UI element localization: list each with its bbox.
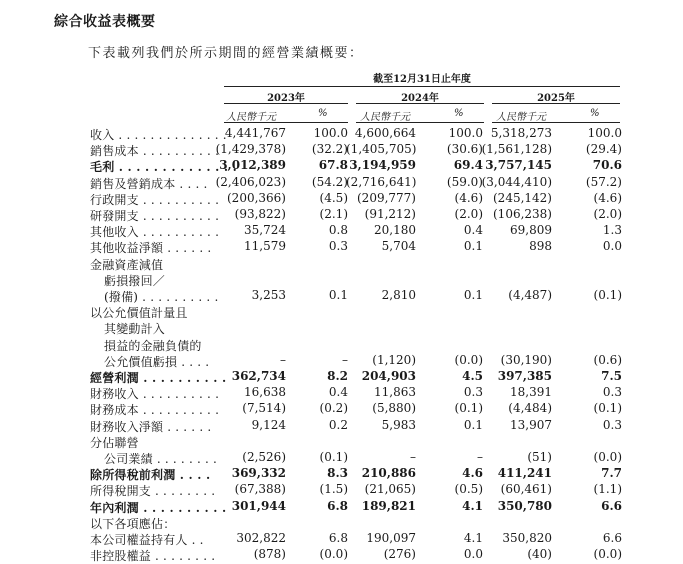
cell-pct-2025: 6.6 (601, 498, 622, 513)
leader-dots: . . . . (177, 354, 210, 369)
cell-amount-2023: 3,012,389 (219, 158, 286, 173)
table-row (0, 142, 683, 158)
row-label-text: 其他收益淨額 (90, 241, 164, 256)
cell-pct-2024: 0.1 (463, 288, 483, 302)
leader-dots: . . . . . . . . . . (138, 290, 219, 304)
unit-rule-2023 (224, 122, 348, 123)
table-row (0, 547, 683, 563)
cell-amount-2023: 4,441,767 (224, 126, 286, 140)
row-label-text: 毛利 (90, 160, 115, 175)
cell-pct-2025: 0.0 (602, 239, 622, 254)
cell-amount-2023: 369,332 (231, 466, 286, 481)
row-label-text: 財務收入 (90, 387, 139, 402)
row-label (90, 434, 139, 451)
cell-amount-2023: (1,429,378) (215, 142, 286, 157)
cell-amount-2024: 210,886 (361, 466, 416, 481)
cell-amount-2023: 35,724 (244, 223, 286, 238)
row-label-text: 財務成本 (90, 403, 139, 418)
cell-pct-2023: (32.2) (311, 142, 348, 157)
row-label-text: 本公司權益持有人 (90, 533, 188, 547)
cell-pct-2025: (4.6) (593, 190, 622, 205)
row-label (90, 531, 204, 548)
table-row (0, 223, 683, 239)
year-header-2024: 2024年 (401, 93, 439, 104)
cell-pct-2023: (1.5) (319, 482, 348, 497)
cell-amount-2024: 190,097 (366, 531, 416, 545)
table-row (0, 450, 683, 466)
cell-pct-2024: 0.1 (463, 239, 483, 254)
row-label-text: 銷售成本 (90, 144, 139, 159)
table-row (0, 369, 683, 385)
cell-pct-2023: 8.3 (327, 466, 348, 481)
row-label (90, 239, 211, 256)
cell-amount-2025: (4,484) (508, 401, 552, 416)
row-label-text: 公允價值虧損 (104, 354, 178, 369)
cell-pct-2023: 6.8 (327, 498, 348, 513)
row-label-text: 分佔聯營 (90, 435, 139, 450)
leader-dots: . . . . . . . . (151, 549, 216, 564)
pct-label-2024: % (454, 108, 464, 119)
row-label-text: 其他收入 (90, 225, 139, 240)
cell-amount-2024: 5,983 (381, 417, 416, 432)
row-label-text: 銷售及營銷成本 (90, 176, 176, 191)
row-label-text: 公司業績 (104, 452, 153, 466)
pct-label-2025: % (590, 108, 600, 119)
cell-amount-2024: – (410, 450, 416, 464)
cell-pct-2025: 100.0 (587, 126, 622, 140)
leader-dots: . . . . . . . . . . (138, 500, 227, 515)
cell-pct-2024: – (477, 450, 483, 464)
cell-pct-2025: (0.1) (593, 288, 622, 302)
cell-amount-2025: 350,820 (502, 531, 552, 545)
row-label-text: 行政開支 (90, 192, 139, 207)
cell-amount-2025: 898 (529, 239, 552, 254)
table-row (0, 418, 683, 434)
cell-amount-2023: (200,366) (227, 190, 286, 205)
cell-amount-2024: 5,704 (381, 239, 416, 254)
row-label (104, 353, 209, 370)
unit-label-2023: 人民幣千元 (226, 112, 276, 123)
cell-pct-2025: (0.0) (593, 450, 622, 464)
cell-pct-2023: 100.0 (313, 126, 348, 140)
table-row (0, 434, 683, 450)
cell-amount-2023: – (280, 352, 286, 367)
cell-pct-2025: (0.1) (593, 401, 622, 416)
cell-pct-2025: (0.0) (593, 547, 622, 562)
table-row (0, 320, 683, 336)
cell-pct-2025: 0.3 (602, 385, 622, 400)
cell-amount-2023: (93,822) (234, 207, 286, 221)
row-label-text: 年內利潤 (90, 500, 139, 515)
cell-pct-2023: 0.8 (328, 223, 348, 238)
cell-amount-2025: 411,241 (497, 466, 552, 481)
row-label (104, 320, 165, 337)
row-label-text: 經營利潤 (90, 371, 139, 385)
row-label-text: 虧損撥回／ (104, 273, 166, 288)
table-row (0, 288, 683, 304)
cell-pct-2025: 7.7 (601, 466, 622, 481)
cell-amount-2024: (5,880) (372, 401, 416, 416)
cell-pct-2024: (0.0) (454, 352, 483, 367)
row-label-text: 所得稅開支 (90, 484, 152, 499)
table-row (0, 126, 683, 142)
leader-dots: . . . . (175, 176, 208, 191)
leader-dots: . . (187, 533, 204, 547)
cell-pct-2024: (4.6) (454, 190, 483, 205)
cell-amount-2023: 362,734 (231, 369, 286, 383)
cell-amount-2024: 189,821 (361, 498, 416, 513)
cell-pct-2023: 6.8 (328, 531, 348, 545)
row-label-text: 收入 (90, 128, 115, 142)
table-row (0, 337, 683, 353)
cell-amount-2025: 350,780 (497, 498, 552, 513)
year-rule-2024 (356, 103, 484, 104)
leader-dots: . . . . . . . . . . (138, 192, 220, 207)
table-row (0, 175, 683, 191)
leader-dots: . . . . . . . . . . (138, 387, 220, 402)
cell-amount-2024: (2,716,641) (346, 174, 417, 189)
cell-pct-2024: (30.6) (446, 142, 483, 157)
cell-pct-2023: (0.0) (319, 547, 348, 562)
cell-amount-2025: (4,487) (508, 288, 552, 302)
year-header-2023: 2023年 (267, 93, 305, 104)
cell-pct-2023: 0.1 (328, 288, 348, 302)
row-label (90, 482, 215, 499)
row-label (90, 304, 188, 321)
leader-dots: . . . . . . . . . . (138, 209, 220, 223)
pct-label-2023: % (318, 108, 328, 119)
cell-pct-2023: 0.4 (328, 385, 348, 400)
cell-pct-2024: (2.0) (454, 207, 483, 221)
table-row (0, 515, 683, 531)
cell-amount-2025: 18,391 (510, 385, 552, 400)
row-label-text: (撥備) (104, 290, 139, 304)
leader-dots: . . . . . . . . . . . . . . (114, 128, 227, 142)
cell-pct-2025: (29.4) (585, 142, 622, 157)
cell-amount-2025: 13,907 (510, 417, 552, 432)
cell-amount-2025: (1,561,128) (481, 142, 552, 157)
year-rule-2025 (492, 103, 620, 104)
leader-dots: . . . . . . . . . . (138, 371, 227, 385)
table-row (0, 207, 683, 223)
row-label-text: 以公允價值計量且 (90, 306, 188, 321)
cell-amount-2024: 2,810 (381, 288, 416, 302)
cell-amount-2025: (40) (527, 547, 552, 562)
cell-pct-2025: (1.1) (593, 482, 622, 497)
cell-amount-2025: 3,757,145 (485, 158, 552, 173)
row-label (90, 515, 175, 532)
table-row (0, 531, 683, 547)
cell-pct-2024: 100.0 (448, 126, 483, 140)
table-row (0, 158, 683, 174)
cell-pct-2023: (54.2) (311, 174, 348, 189)
cell-amount-2024: (21,065) (364, 482, 416, 497)
row-label-text: 損益的金融負債的 (104, 338, 202, 353)
row-label-text: 除所得稅前利潤 (90, 468, 176, 483)
cell-pct-2024: (59.0) (446, 174, 483, 189)
cell-amount-2025: (245,142) (493, 190, 552, 205)
cell-pct-2023: 67.8 (318, 158, 348, 173)
period-header: 截至12月31日止年度 (373, 74, 471, 85)
row-label-text: 財務收入淨額 (90, 419, 164, 434)
cell-amount-2024: (1,120) (372, 352, 416, 367)
cell-pct-2025: (0.6) (593, 352, 622, 367)
cell-pct-2025: (57.2) (585, 174, 622, 189)
cell-amount-2023: 11,579 (244, 239, 286, 254)
cell-pct-2024: 0.1 (463, 417, 483, 432)
cell-amount-2024: (1,405,705) (346, 142, 417, 157)
row-label (90, 418, 211, 435)
cell-amount-2024: 4,600,664 (354, 126, 416, 140)
leader-dots: . . . . . . . . . . (138, 144, 220, 159)
cell-pct-2023: – (342, 352, 348, 367)
cell-amount-2024: (91,212) (364, 207, 416, 221)
table-row (0, 482, 683, 498)
cell-amount-2024: 11,863 (374, 385, 416, 400)
leader-dots: . . . . . . . . . . (138, 225, 220, 240)
cell-pct-2024: 4.1 (463, 531, 483, 545)
cell-amount-2025: (3,044,410) (481, 174, 552, 189)
leader-dots: . . . . (175, 468, 211, 483)
cell-pct-2024: 4.1 (462, 498, 483, 513)
unit-rule-2025 (492, 122, 620, 123)
leader-dots: . . . . . . (163, 241, 212, 256)
cell-amount-2023: (7,514) (242, 401, 286, 416)
table-row (0, 385, 683, 401)
cell-amount-2024: 204,903 (361, 369, 416, 383)
cell-pct-2023: 0.2 (328, 417, 348, 432)
cell-amount-2025: 5,318,273 (490, 126, 552, 140)
unit-label-2024: 人民幣千元 (360, 112, 410, 123)
cell-amount-2025: 69,809 (510, 223, 552, 238)
cell-amount-2025: (106,238) (493, 207, 552, 221)
table-row (0, 239, 683, 255)
year-rule-2023 (224, 103, 348, 104)
cell-pct-2023: (0.2) (319, 401, 348, 416)
cell-pct-2024: 0.3 (463, 385, 483, 400)
section-heading: 綜合收益表概要 (54, 14, 156, 30)
cell-amount-2023: 302,822 (236, 531, 286, 545)
cell-amount-2023: (878) (253, 547, 286, 562)
cell-amount-2025: (60,461) (500, 482, 552, 497)
cell-pct-2025: (2.0) (593, 207, 622, 221)
period-rule (224, 86, 620, 87)
row-label (104, 337, 202, 354)
table-row (0, 304, 683, 320)
cell-amount-2023: 3,253 (251, 288, 286, 302)
cell-amount-2025: (51) (527, 450, 552, 464)
leader-dots: . . . . . . . . (151, 484, 216, 499)
cell-amount-2023: 301,944 (231, 498, 286, 513)
cell-amount-2023: 9,124 (251, 417, 286, 432)
cell-amount-2023: (2,526) (242, 450, 286, 464)
cell-pct-2023: (2.1) (319, 207, 348, 221)
cell-pct-2024: 4.6 (462, 466, 483, 481)
cell-amount-2024: (209,777) (357, 190, 416, 205)
cell-pct-2025: 0.3 (602, 417, 622, 432)
leader-dots: . . . . . . (163, 419, 212, 434)
table-row (0, 272, 683, 288)
cell-pct-2023: 0.3 (328, 239, 348, 254)
cell-amount-2024: 20,180 (374, 223, 416, 238)
row-label (104, 272, 165, 289)
row-label (90, 256, 163, 273)
cell-pct-2025: 70.6 (592, 158, 622, 173)
intro-text: 下表載列我們於所示期間的經營業績概要： (88, 46, 364, 61)
table-row (0, 353, 683, 369)
cell-pct-2024: (0.1) (454, 401, 483, 416)
row-label-text: 非控股權益 (90, 549, 152, 564)
cell-pct-2024: (0.5) (454, 482, 483, 497)
cell-pct-2024: 0.4 (463, 223, 483, 238)
cell-pct-2024: 0.0 (463, 547, 483, 562)
cell-pct-2023: 8.2 (327, 369, 348, 383)
cell-amount-2024: (276) (383, 547, 416, 562)
leader-dots: . . . . . . . . . . (138, 403, 220, 418)
cell-pct-2025: 6.6 (602, 531, 622, 545)
cell-pct-2025: 7.5 (601, 369, 622, 383)
cell-pct-2024: 4.5 (462, 369, 483, 383)
cell-pct-2025: 1.3 (602, 223, 622, 238)
table-row (0, 256, 683, 272)
cell-amount-2025: 397,385 (497, 369, 552, 383)
cell-amount-2023: (67,388) (234, 482, 286, 497)
cell-pct-2023: (4.5) (319, 190, 348, 205)
table-row (0, 466, 683, 482)
row-label-text: 其變動計入 (104, 322, 166, 337)
table-row (0, 499, 683, 515)
cell-pct-2023: (0.1) (319, 450, 348, 464)
row-label-text: 研發開支 (90, 209, 139, 223)
row-label-text: 金融資產減值 (90, 257, 164, 272)
row-label (90, 466, 210, 483)
cell-amount-2025: (30,190) (500, 352, 552, 367)
cell-pct-2024: 69.4 (453, 158, 483, 173)
row-label (90, 547, 215, 564)
table-row (0, 191, 683, 207)
unit-rule-2024 (356, 122, 484, 123)
leader-dots: . . . . . . . . . . . . . . (114, 160, 237, 175)
cell-amount-2023: 16,638 (244, 385, 286, 400)
row-label-text: 以下各項應佔： (90, 516, 176, 531)
table-row (0, 401, 683, 417)
leader-dots: . . . . . . . . (152, 452, 218, 466)
cell-amount-2023: (2,406,023) (215, 174, 286, 189)
year-header-2025: 2025年 (537, 93, 575, 104)
row-label (90, 175, 208, 192)
unit-label-2025: 人民幣千元 (496, 112, 546, 123)
cell-amount-2024: 3,194,959 (349, 158, 416, 173)
